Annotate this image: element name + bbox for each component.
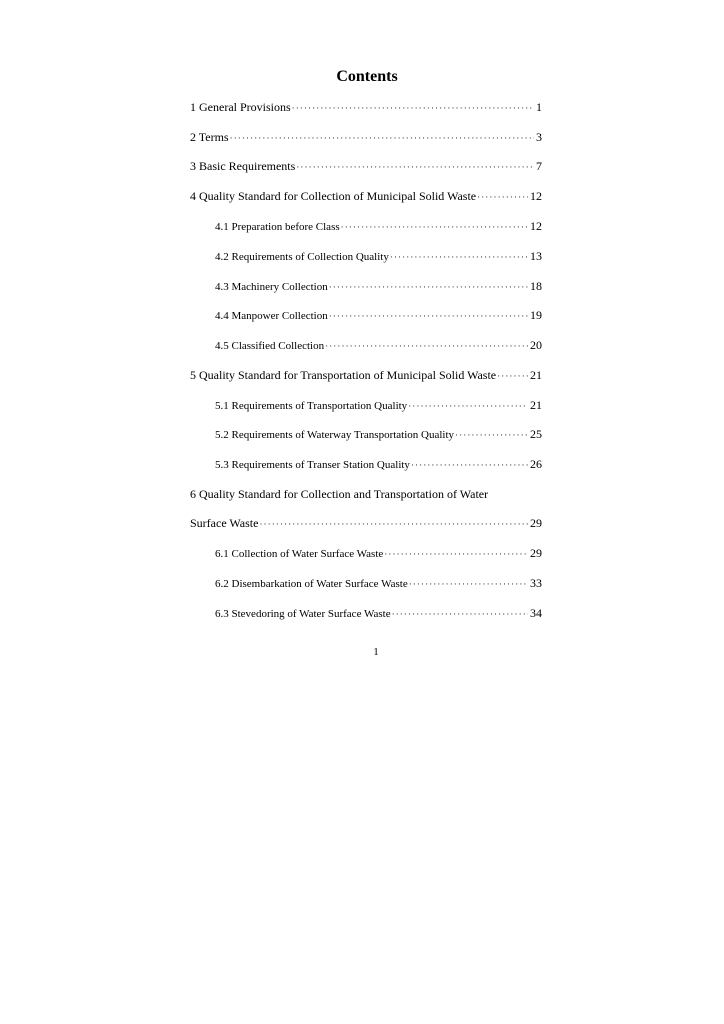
- toc-entry-4-2[interactable]: [215, 247, 542, 265]
- toc-entry-4-3[interactable]: [215, 277, 542, 295]
- toc-entry-label: 4.4 Manpower Collection: [215, 310, 328, 322]
- dot-leader: [296, 158, 534, 176]
- dot-leader: [325, 337, 528, 355]
- toc-entry-page: 20: [530, 338, 542, 352]
- dot-leader: [259, 515, 528, 533]
- toc-entry-label: 4.3 Machinery Collection: [215, 281, 328, 293]
- toc-entry-page: 7: [536, 159, 542, 173]
- toc-entry-4-1[interactable]: [215, 217, 542, 235]
- toc-entry-label: Surface Waste: [190, 516, 259, 530]
- dot-leader: [455, 426, 528, 444]
- dot-leader: [390, 248, 528, 266]
- dot-leader: [292, 99, 534, 117]
- toc-entry-4-5[interactable]: [215, 336, 542, 354]
- toc-entry-page: 12: [530, 189, 542, 203]
- toc-entry-label: 1 General Provisions: [190, 100, 291, 114]
- toc-entry-5-1[interactable]: [215, 396, 542, 414]
- toc-entry-page: 21: [530, 368, 542, 382]
- dot-leader: [341, 218, 528, 236]
- toc-entry-label: 5.1 Requirements of Transportation Quality: [215, 400, 408, 412]
- toc-entry-label: 4.1 Preparation before Class: [215, 221, 340, 233]
- dot-leader: [408, 397, 528, 415]
- toc-entry-6[interactable]: [190, 485, 542, 503]
- toc-entry-page: 13: [530, 249, 542, 263]
- toc-entry-3[interactable]: [190, 157, 542, 175]
- toc-entry-4[interactable]: [190, 187, 542, 205]
- toc-entry-5-3[interactable]: [215, 455, 542, 473]
- toc-entry-label: 5 Quality Standard for Transportation of Municipal Solid Waste: [190, 368, 497, 382]
- toc-entry-5[interactable]: [190, 366, 542, 384]
- toc-entry-label: 4.2 Requirements of Collection Quality: [215, 251, 389, 263]
- page-title: Contents: [336, 68, 398, 85]
- toc-entry-1[interactable]: [190, 98, 542, 116]
- toc-entry-page: 34: [530, 606, 542, 620]
- dot-leader: [384, 545, 528, 563]
- toc-entry-label: 5.3 Requirements of Transer Station Quality: [215, 459, 410, 471]
- toc-entry-label: 6.1 Collection of Water Surface Waste: [215, 548, 384, 560]
- toc-entry-4-4[interactable]: [215, 306, 542, 324]
- toc-entry-page: 25: [530, 427, 542, 441]
- toc-entry-6-3[interactable]: [215, 604, 542, 622]
- toc-entry-page: 26: [530, 457, 542, 471]
- toc-entry-5-2[interactable]: [215, 425, 542, 443]
- dot-leader: [411, 456, 528, 474]
- toc-entry-2[interactable]: [190, 128, 542, 146]
- page-number: 1: [373, 646, 379, 658]
- toc-entry-page: 29: [530, 546, 542, 560]
- toc-entry-label: 6.2 Disembarkation of Water Surface Waste: [215, 578, 408, 590]
- toc-entry-label: 6.3 Stevedoring of Water Surface Waste: [215, 608, 391, 620]
- toc-entry-page: 19: [530, 308, 542, 322]
- toc-entry-page: 33: [530, 576, 542, 590]
- dot-leader: [329, 307, 528, 325]
- toc-entry-label: 2 Terms: [190, 130, 229, 144]
- toc-entry-label: 6 Quality Standard for Collection and Transportation of Water: [190, 487, 489, 501]
- toc-entry-page: 1: [536, 100, 542, 114]
- toc-entry-6-2[interactable]: [215, 574, 542, 592]
- dot-leader: [409, 575, 528, 593]
- toc-entry-page: 21: [530, 398, 542, 412]
- toc-entry-label: 5.2 Requirements of Waterway Transportation Quality: [215, 429, 455, 441]
- dot-leader: [497, 367, 528, 385]
- dot-leader: [230, 129, 534, 147]
- dot-leader: [329, 278, 528, 296]
- toc-entry-label: 3 Basic Requirements: [190, 159, 296, 173]
- toc-entry-page: 29: [530, 516, 542, 530]
- toc-entry-page: 18: [530, 279, 542, 293]
- toc-entry-label: 4.5 Classified Collection: [215, 340, 325, 352]
- toc-entry-6-1[interactable]: [215, 544, 542, 562]
- toc-entry-6-continued[interactable]: [190, 514, 542, 532]
- dot-leader: [477, 188, 528, 206]
- toc-entry-page: 12: [530, 219, 542, 233]
- toc-entry-page: 3: [536, 130, 542, 144]
- dot-leader: [392, 605, 528, 623]
- toc-entry-label: 4 Quality Standard for Collection of Municipal Solid Waste: [190, 189, 477, 203]
